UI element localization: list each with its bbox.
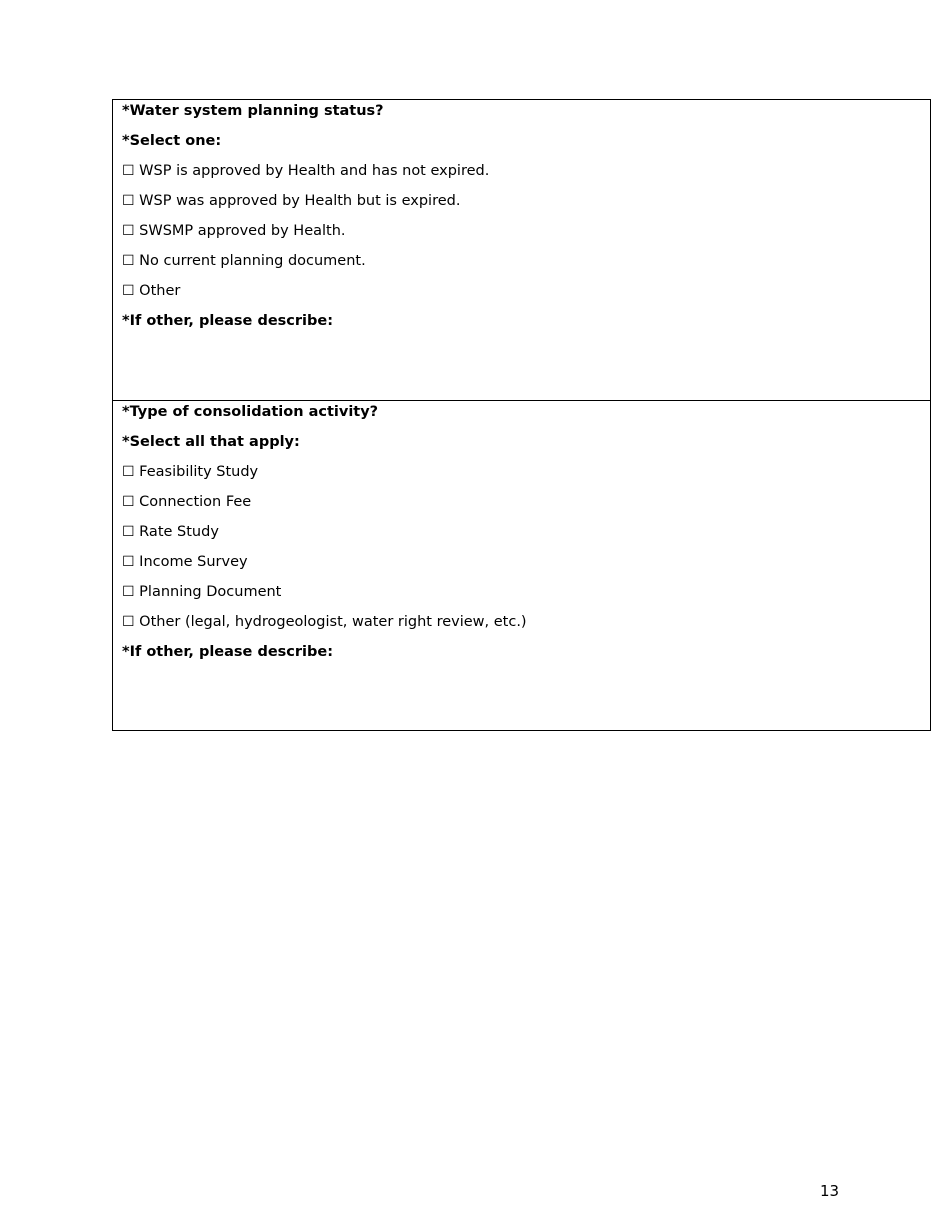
checkbox-icon[interactable]: ☐ — [122, 253, 135, 269]
option-rate-study[interactable] — [122, 517, 930, 547]
option-label: Feasibility Study — [139, 464, 259, 480]
consolidation-activity-row — [113, 401, 931, 731]
consolidation-activity-question: *Type of consolidation activity? — [122, 404, 379, 420]
checkbox-icon[interactable]: ☐ — [122, 193, 135, 209]
checkbox-icon[interactable]: ☐ — [122, 584, 135, 600]
checkbox-icon[interactable]: ☐ — [122, 524, 135, 540]
other-describe-prompt: *If other, please describe: — [122, 313, 334, 329]
option-swsmp-approved[interactable] — [122, 216, 930, 246]
option-feasibility-study[interactable] — [122, 457, 930, 487]
option-other-activity[interactable] — [122, 607, 930, 637]
checkbox-icon[interactable]: ☐ — [122, 464, 135, 480]
option-no-planning-document[interactable] — [122, 246, 930, 276]
option-label: Connection Fee — [139, 494, 252, 510]
option-other-status[interactable] — [122, 276, 930, 306]
form-table — [112, 99, 931, 731]
option-label: Rate Study — [139, 524, 219, 540]
option-connection-fee[interactable] — [122, 487, 930, 517]
option-label: No current planning document. — [139, 253, 366, 269]
option-wsp-approved[interactable] — [122, 156, 930, 186]
option-label: SWSMP approved by Health. — [139, 223, 346, 239]
consolidation-activity-cell — [113, 401, 931, 731]
option-label: Planning Document — [139, 584, 282, 600]
select-one-instruction: *Select one: — [122, 133, 222, 149]
checkbox-icon[interactable]: ☐ — [122, 614, 135, 630]
checkbox-icon[interactable]: ☐ — [122, 554, 135, 570]
option-label: WSP is approved by Health and has not expired. — [139, 163, 490, 179]
option-planning-document[interactable] — [122, 577, 930, 607]
option-label: WSP was approved by Health but is expired. — [139, 193, 461, 209]
checkbox-icon[interactable]: ☐ — [122, 163, 135, 179]
select-all-instruction: *Select all that apply: — [122, 434, 300, 450]
planning-status-cell — [113, 100, 931, 401]
option-wsp-expired[interactable] — [122, 186, 930, 216]
checkbox-icon[interactable]: ☐ — [122, 223, 135, 239]
checkbox-icon[interactable]: ☐ — [122, 283, 135, 299]
checkbox-icon[interactable]: ☐ — [122, 494, 135, 510]
option-label: Other (legal, hydrogeologist, water right review, etc.) — [139, 614, 527, 630]
planning-status-question: *Water system planning status? — [122, 103, 384, 119]
other-describe-prompt: *If other, please describe: — [122, 644, 334, 660]
option-label: Income Survey — [139, 554, 248, 570]
option-income-survey[interactable] — [122, 547, 930, 577]
option-label: Other — [139, 283, 181, 299]
page-number: 13 — [820, 1182, 840, 1200]
planning-status-row — [113, 100, 931, 401]
